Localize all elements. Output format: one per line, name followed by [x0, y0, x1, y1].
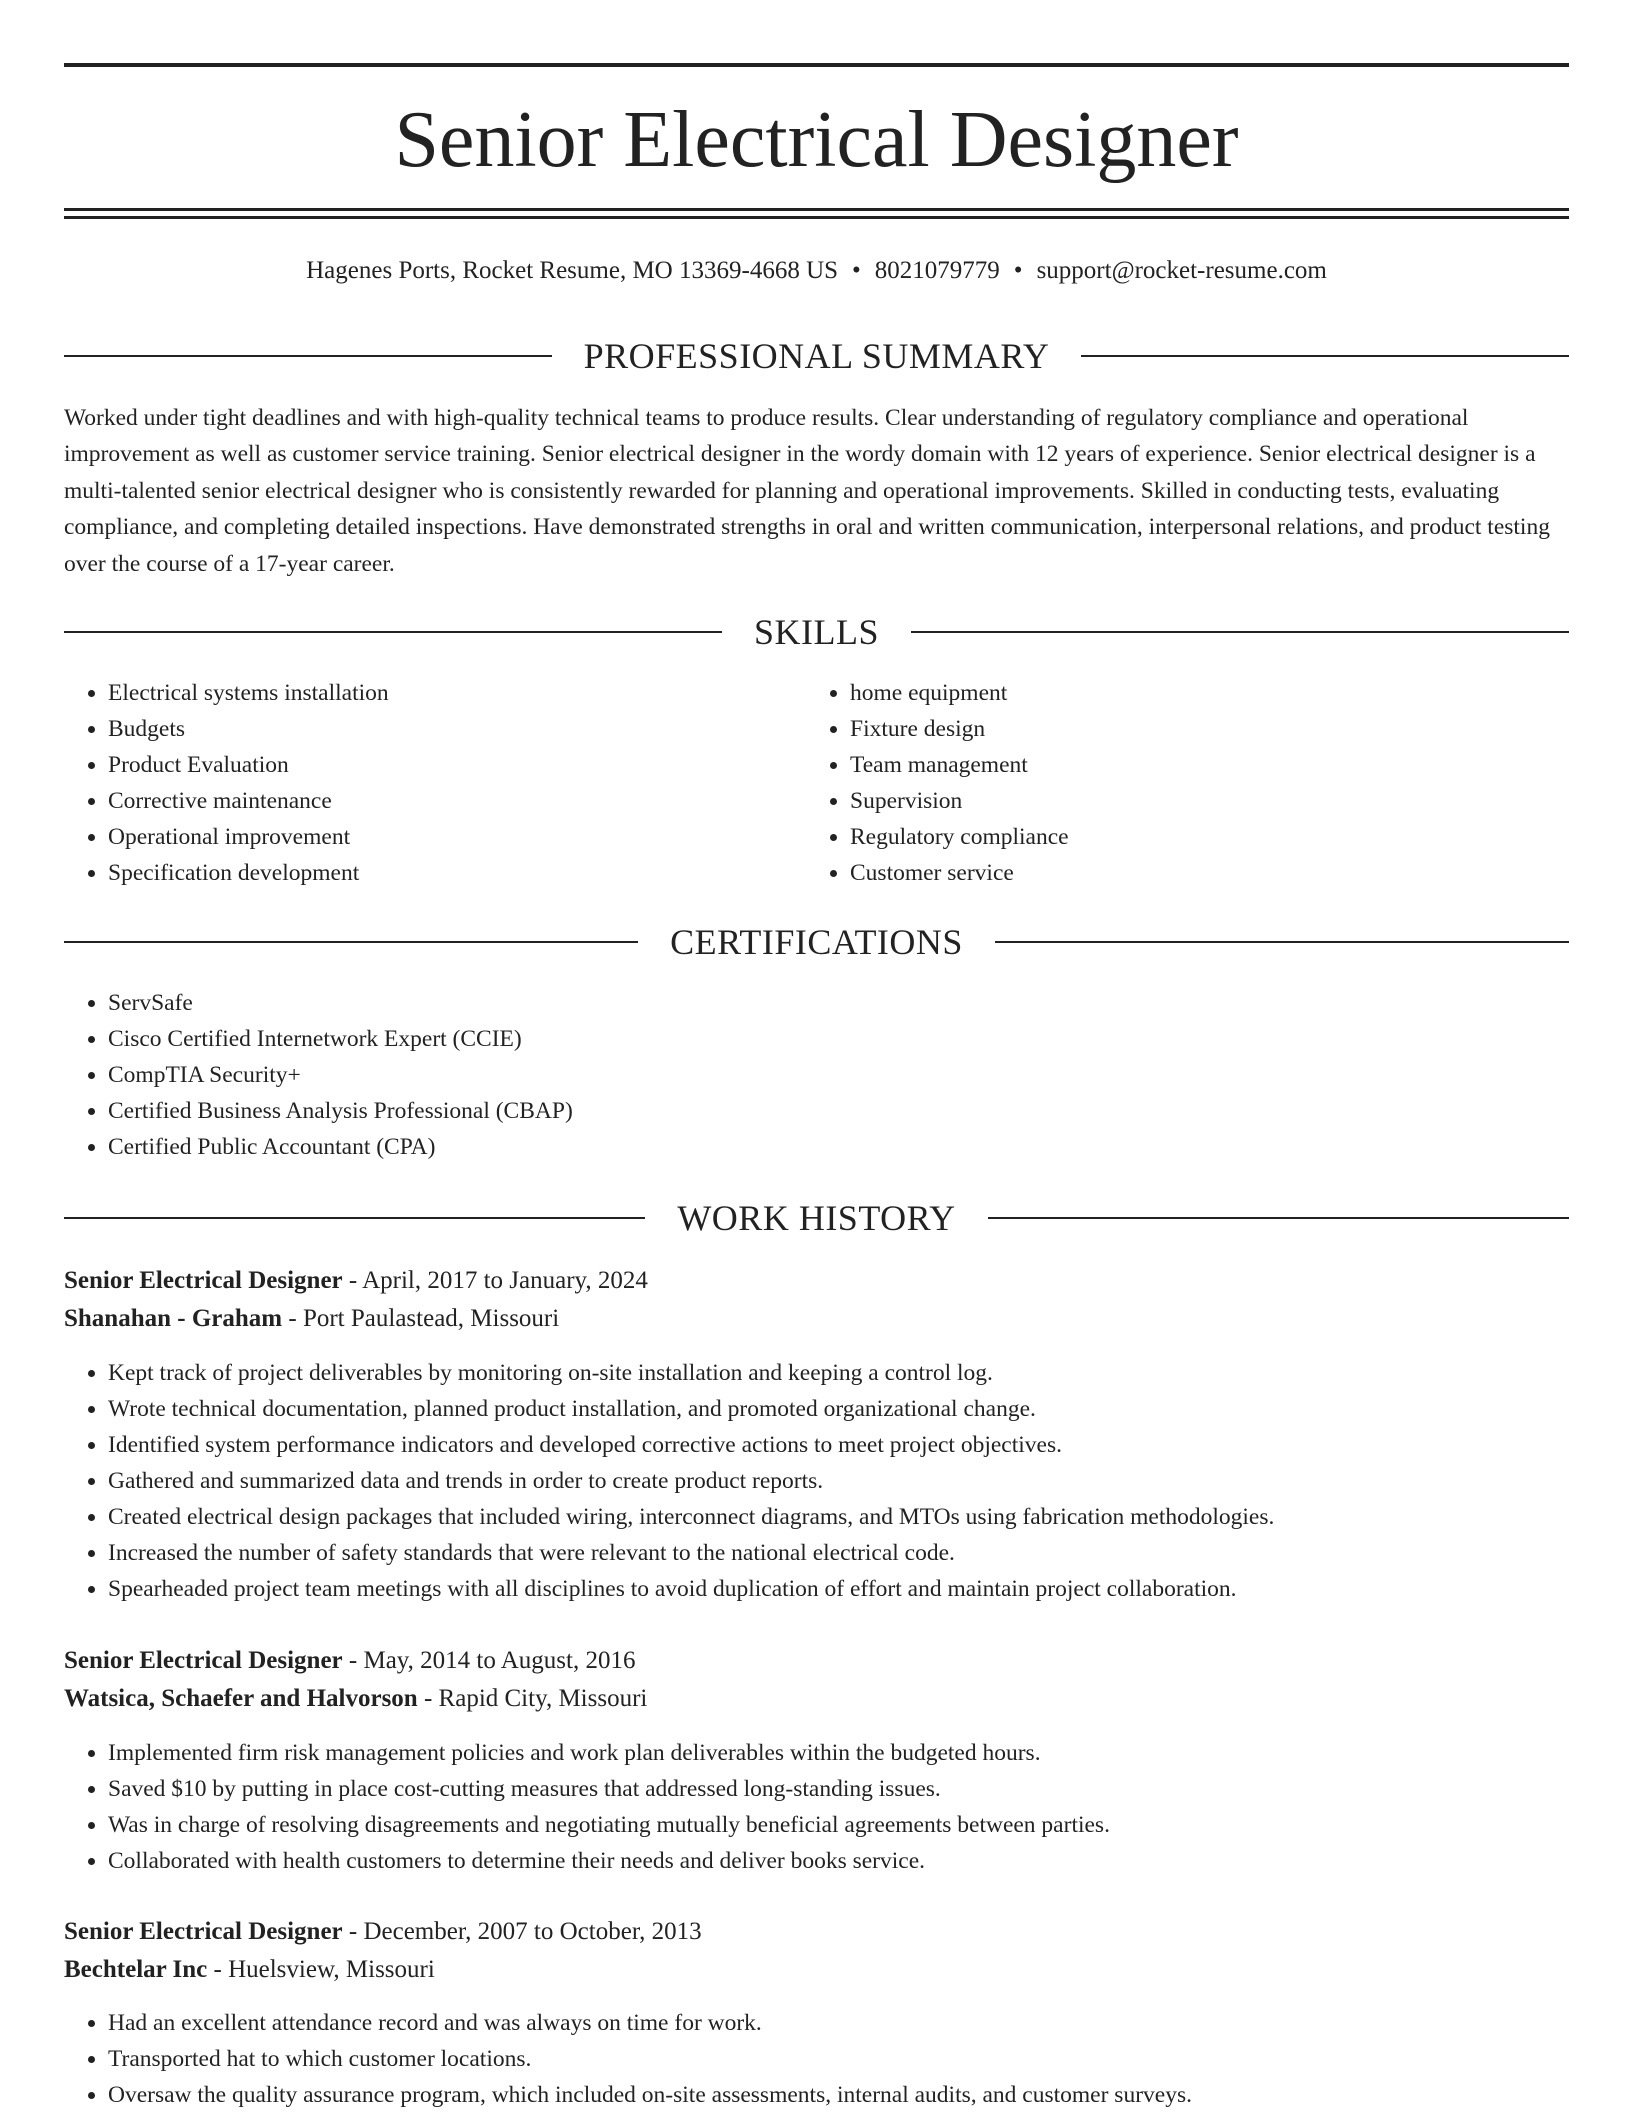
skill-item: • Electrical systems installation — [108, 675, 389, 711]
job-bullet: • Created electrical design packages that included wiring, interconnect diagrams, and MTOs using fabrication methodologies. — [108, 1499, 1274, 1535]
certification-item: • Certified Business Analysis Professional (CBAP) — [108, 1093, 573, 1129]
skill-item: • Regulatory compliance — [850, 819, 1069, 855]
skill-item: • Operational improvement — [108, 819, 389, 855]
skill-item: • Specification development — [108, 855, 389, 891]
job-bullet: • Oversaw the quality assurance program, which included on-site assessments, internal audits, and customer surveys. — [108, 2077, 1192, 2113]
job-dates: - April, 2017 to January, 2024 — [342, 1267, 648, 1294]
job-company-line — [64, 1301, 1569, 1337]
job-bullet: • Identified system performance indicators and developed corrective actions to meet project objectives. — [108, 1427, 1274, 1463]
job-bullet: • Gathered and summarized data and trends in order to create product reports. — [108, 1463, 1274, 1499]
heading-rule — [988, 1217, 1569, 1219]
job-bullet: • Transported hat to which customer locations. — [108, 2041, 1192, 2077]
job-bullets — [64, 1735, 1110, 1879]
job-company-line — [64, 1952, 1569, 1988]
job-role: Senior Electrical Designer — [64, 1267, 343, 1294]
resume-name: Senior Electrical Designer — [394, 96, 1239, 184]
job-bullets — [64, 2005, 1192, 2113]
job-role: Senior Electrical Designer — [64, 1918, 343, 1945]
heading-rule — [64, 631, 722, 633]
skill-item: • Fixture design — [850, 711, 1069, 747]
skill-item: • home equipment — [850, 675, 1069, 711]
heading-rule — [911, 631, 1569, 633]
job-location: - Huelsview, Missouri — [207, 1956, 435, 1983]
summary-text: Worked under tight deadlines and with high-quality technical teams to produce results. Clear understanding of regulatory compliance and operational improvement as well as customer service training. Senior electrical designer in the wordy domain with 12 years of experience. Senior electrical designer is a multi-talented senior electrical designer who is consistently rewarded for planning and operational improvements. Skilled in conducting tests, evaluating compliance, and completing detailed inspections. Have demonstrated strengths in oral and written communication, interpersonal relations, and product testing over the course of a 17-year career. — [64, 405, 1550, 577]
header-top-rule — [64, 63, 1569, 67]
skills-heading — [64, 610, 1569, 654]
contact-line — [64, 255, 1569, 287]
contact-phone: 8021079779 — [874, 257, 1000, 284]
job-bullet: • Had an excellent attendance record and was always on time for work. — [108, 2005, 1192, 2041]
job-role: Senior Electrical Designer — [64, 1647, 343, 1674]
job-title-line — [64, 1914, 1569, 1950]
work-history-heading — [64, 1196, 1569, 1240]
header-rule-upper — [64, 208, 1569, 211]
certification-item: • Cisco Certified Internetwork Expert (CCIE) — [108, 1021, 573, 1057]
job-company: Shanahan - Graham — [64, 1305, 283, 1332]
header-rule-lower — [64, 216, 1569, 219]
section-title: CERTIFICATIONS — [670, 922, 963, 962]
skill-item: • Corrective maintenance — [108, 783, 389, 819]
skill-item: • Budgets — [108, 711, 389, 747]
job-bullet: • Collaborated with health customers to determine their needs and deliver books service. — [108, 1843, 1110, 1879]
contact-address: Hagenes Ports, Rocket Resume, MO 13369-4668 US — [306, 257, 839, 284]
job-company: Bechtelar Inc — [64, 1956, 208, 1983]
skill-item: • Team management — [850, 747, 1069, 783]
heading-rule — [64, 941, 638, 943]
skill-item: • Supervision — [850, 783, 1069, 819]
job-location: - Port Paulastead, Missouri — [282, 1305, 560, 1332]
heading-rule — [64, 1217, 645, 1219]
certifications-list — [64, 985, 573, 1165]
certifications-heading — [64, 920, 1569, 964]
job-title-line — [64, 1263, 1569, 1299]
skill-item: • Product Evaluation — [108, 747, 389, 783]
job-bullet: • Kept track of project deliverables by monitoring on-site installation and keeping a control log. — [108, 1355, 1274, 1391]
job-location: - Rapid City, Missouri — [417, 1685, 648, 1712]
skills-list-right — [806, 675, 1069, 891]
job-dates: - May, 2014 to August, 2016 — [342, 1647, 636, 1674]
job-bullet: • Wrote technical documentation, planned product installation, and promoted organizational change. — [108, 1391, 1274, 1427]
certification-item: • Certified Public Accountant (CPA) — [108, 1129, 573, 1165]
contact-email: support@rocket-resume.com — [1036, 257, 1327, 284]
heading-rule — [64, 355, 552, 357]
section-title: SKILLS — [754, 612, 880, 652]
job-bullet: • Increased the number of safety standards that were relevant to the national electrical code. — [108, 1535, 1274, 1571]
skill-item: • Customer service — [850, 855, 1069, 891]
job-bullet: • Implemented firm risk management policies and work plan deliverables within the budgeted hours. — [108, 1735, 1110, 1771]
contact-separator: • — [852, 257, 861, 284]
job-company-line — [64, 1681, 1569, 1717]
skills-list-left — [64, 675, 389, 891]
certification-item: • ServSafe — [108, 985, 573, 1021]
job-bullets — [64, 1355, 1274, 1607]
job-company: Watsica, Schaefer and Halvorson — [64, 1685, 418, 1712]
heading-rule — [995, 941, 1569, 943]
certification-item: • CompTIA Security+ — [108, 1057, 573, 1093]
contact-separator: • — [1013, 257, 1023, 284]
job-bullet: • Spearheaded project team meetings with all disciplines to avoid duplication of effort and maintain project collaboration. — [108, 1571, 1274, 1607]
section-title: WORK HISTORY — [677, 1198, 956, 1238]
section-title: PROFESSIONAL SUMMARY — [583, 336, 1050, 376]
job-bullet: • Was in charge of resolving disagreements and negotiating mutually beneficial agreements between parties. — [108, 1807, 1110, 1843]
heading-rule — [1081, 355, 1569, 357]
job-bullet: • Saved $10 by putting in place cost-cutting measures that addressed long-standing issues. — [108, 1771, 1110, 1807]
job-dates: - December, 2007 to October, 2013 — [342, 1918, 702, 1945]
job-title-line — [64, 1643, 1569, 1679]
summary-heading — [64, 334, 1569, 378]
